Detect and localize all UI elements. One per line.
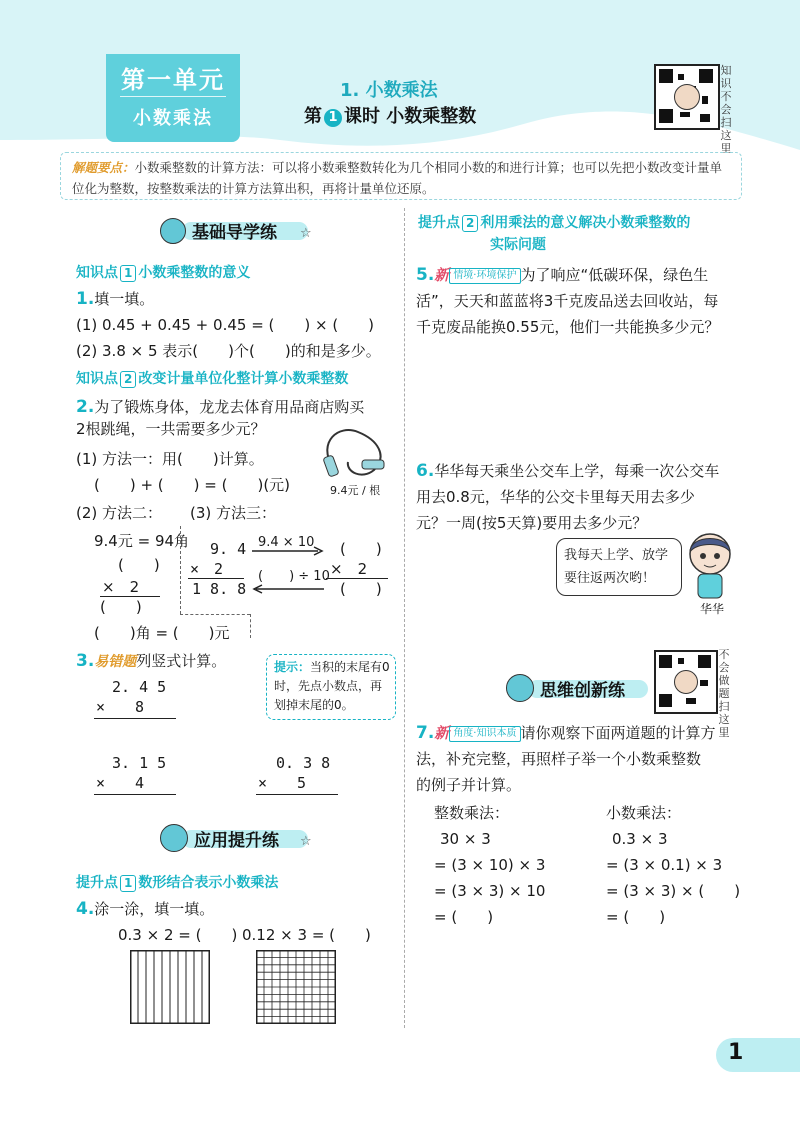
hint-label: 提示： [274, 660, 311, 674]
question-text: 为了锻炼身体，龙龙去体育用品商店购买 [94, 398, 365, 416]
decimal-mult-heading: 小数乘法： [606, 804, 682, 822]
decimal-line-1: 0.3 × 3 [612, 830, 668, 848]
section-title-basic: 基础导学练 [192, 223, 277, 243]
question-text: 活”，天天和蓝蓝将3千克废品送去回收站，每 [416, 292, 719, 310]
question-text: 列竖式计算。 [136, 652, 227, 670]
integer-line-3: = (3 × 3) × 10 [434, 882, 546, 900]
question-text: 千克废品能换0.55元，他们一共能换多少元？ [416, 318, 720, 336]
question-2-method3: (3) 方法三： [190, 504, 277, 522]
star-icon: ☆ [300, 834, 312, 849]
topic-tag: 情境·环境保护 [449, 268, 520, 284]
improve-point-1 [76, 872, 278, 892]
arrow-label-bottom: ( ) ÷ 10 [258, 569, 330, 584]
tip-text [72, 157, 732, 199]
kp-title: 利用乘法的意义解决小数乘整数的 [480, 215, 691, 231]
section-title-creative: 思维创新练 [540, 681, 625, 701]
method2-blank2: ( ) [100, 598, 142, 616]
question-1b: (2) 3.8 × 5 表示( )个( )的和是多少。 [76, 342, 381, 360]
method3-r3: ( ) [340, 580, 382, 598]
speech-text [564, 544, 668, 590]
question-4 [76, 898, 214, 920]
vertical-line [94, 718, 176, 719]
question-number: 7. [416, 723, 435, 743]
decimal-line-3: = (3 × 3) × ( ) [606, 882, 741, 900]
speech-line: 我每天上学、放学 [564, 548, 669, 563]
kp-title: 小数乘整数的意义 [138, 265, 251, 281]
method3-result: 1 8. 8 [192, 580, 247, 598]
qr-code-icon[interactable] [654, 650, 718, 714]
question-7 [416, 720, 746, 798]
method3-r1: ( ) [340, 540, 382, 558]
arrow-left-icon [252, 584, 324, 594]
kp-label: 提升点 [76, 875, 118, 891]
question-text: 元？一周(按5天算)要用去多少元？ [416, 514, 648, 532]
question-number: 1. [76, 289, 95, 309]
kp-number: 1 [120, 875, 136, 892]
arrow-right-icon [252, 546, 324, 556]
qr-hint-text: 知识不会扫这里 [720, 64, 732, 155]
method2-blank1: ( ) [118, 556, 160, 574]
method2-result: ( )角 = ( )元 [94, 624, 230, 642]
hint-body: 当积的末尾有0时，先点小数点，再划掉末尾的0。 [274, 660, 390, 712]
vertical-line [256, 794, 338, 795]
question-text: 的例子并计算。 [416, 776, 522, 794]
question-2-method2: (2) 方法二： [76, 504, 163, 522]
kp-label: 提升点 [418, 215, 460, 231]
page-number: 1 [728, 1040, 744, 1065]
knowledge-point-1 [76, 262, 250, 282]
q3c-bottom: × 5 [258, 774, 307, 792]
kp-title: 数形结合表示小数乘法 [138, 875, 279, 891]
qr-code-icon[interactable] [654, 64, 720, 130]
question-text: 填一填。 [94, 290, 155, 308]
question-4b: 0.12 × 3 = ( ) [242, 926, 371, 944]
tenths-grid[interactable] [130, 950, 210, 1024]
kp-label: 知识点 [76, 371, 118, 387]
decimal-line-4: = ( ) [606, 908, 666, 926]
unit-subtitle: 小数乘法 [133, 108, 213, 129]
new-tag: 新 [434, 266, 450, 284]
mascot-icon [160, 218, 186, 244]
integer-line-1: 30 × 3 [440, 830, 491, 848]
integer-mult-heading: 整数乘法： [434, 804, 510, 822]
mascot-icon [160, 824, 188, 852]
kp-title: 改变计量单位化整计算小数乘整数 [138, 371, 349, 387]
question-2-method1: (1) 方法一：用( )计算。 [76, 450, 264, 468]
question-text: 华华每天乘坐公交车上学，每乘一次公交车 [434, 462, 720, 480]
hundredths-grid[interactable] [256, 950, 336, 1024]
kp-number: 2 [120, 371, 136, 388]
vertical-line [94, 794, 176, 795]
method2-conversion: 9.4元 = 94角 [94, 532, 190, 550]
question-text: 请你观察下面两道题的计算方 [520, 724, 716, 742]
kp-number: 1 [120, 265, 136, 282]
dashed-divider [180, 526, 181, 614]
qr-hint-text: 不会做题扫这里 [718, 648, 730, 739]
q3a-bottom: × 8 [96, 698, 145, 716]
question-number: 4. [76, 899, 95, 919]
decimal-line-2: = (3 × 0.1) × 3 [606, 856, 723, 874]
dashed-divider [180, 614, 250, 615]
integer-line-4: = ( ) [434, 908, 494, 926]
kp-title-line2: 实际问题 [490, 237, 546, 253]
lesson-number: 1 [324, 109, 342, 127]
unit-title: 第一单元 [121, 66, 225, 94]
question-6 [416, 458, 746, 536]
q3b-top: 3. 1 5 [112, 754, 167, 772]
girl-name: 华华 [700, 602, 725, 616]
kp-number: 2 [462, 215, 478, 232]
question-text: 2根跳绳，一共需要多少元？ [76, 420, 266, 438]
tip-body: 小数乘整数的计算方法：可以将小数乘整数转化为几个相同小数的和进行计算；也可以先把小数改变计量单位化为整数，按整数乘法的计算方法算出积，再将计量单位还原。 [72, 160, 723, 196]
integer-line-2: = (3 × 10) × 3 [434, 856, 546, 874]
question-4a: 0.3 × 2 = ( ) [118, 926, 238, 944]
method3-top: 9. 4 [210, 540, 247, 558]
question-number: 3. [76, 651, 95, 671]
star-icon: ☆ [300, 226, 312, 241]
question-5 [416, 262, 746, 340]
mascot-icon [506, 674, 534, 702]
lesson-prefix: 第 [304, 106, 322, 127]
speech-line: 要往返两次哟！ [564, 571, 656, 586]
method2-times: × 2 [102, 578, 140, 596]
question-number: 5. [416, 265, 435, 285]
kp-label: 知识点 [76, 265, 118, 281]
column-divider [404, 208, 405, 1028]
rope-price: 9.4元 / 根 [330, 484, 381, 497]
q3b-bottom: × 4 [96, 774, 145, 792]
error-prone-tag: 易错题 [94, 654, 137, 670]
unit-divider [120, 96, 226, 97]
jump-rope-icon [318, 422, 394, 480]
method3-times: × 2 [190, 560, 224, 578]
lesson-subtitle [304, 102, 476, 128]
q3c-top: 0. 3 8 [276, 754, 331, 772]
question-1a: (1) 0.45 + 0.45 + 0.45 = ( ) × ( ) [76, 316, 375, 334]
question-2-method1-eq: ( ) + ( ) = ( )(元) [94, 476, 291, 494]
new-tag: 新 [434, 724, 450, 742]
improve-point-2 [418, 212, 748, 256]
q3a-top: 2. 4 5 [112, 678, 167, 696]
section-title-apply: 应用提升练 [194, 831, 279, 851]
question-1 [76, 288, 154, 310]
dashed-divider [250, 614, 251, 638]
girl-avatar [680, 528, 740, 602]
hint-text [274, 658, 390, 715]
question-text: 为了响应“低碳环保，绿色生 [520, 266, 709, 284]
method3-r2: × 2 [330, 560, 368, 578]
question-text: 用去0.8元，华华的公交卡里每天用去多少 [416, 488, 695, 506]
arrow-label-top: 9.4 × 10 [258, 535, 315, 550]
lesson-name: 课时 小数乘整数 [344, 106, 477, 127]
lesson-title: 1. 小数乘法 [340, 80, 438, 101]
topic-tag: 角度·知识本质 [449, 726, 520, 742]
question-number: 6. [416, 461, 435, 481]
question-3 [76, 650, 226, 673]
question-text: 法，补充完整，再照样子举一个小数乘整数 [416, 750, 702, 768]
question-number: 2. [76, 397, 95, 417]
knowledge-point-2 [76, 368, 348, 388]
question-text: 涂一涂，填一填。 [94, 900, 215, 918]
tip-label: 解题要点： [72, 160, 135, 175]
